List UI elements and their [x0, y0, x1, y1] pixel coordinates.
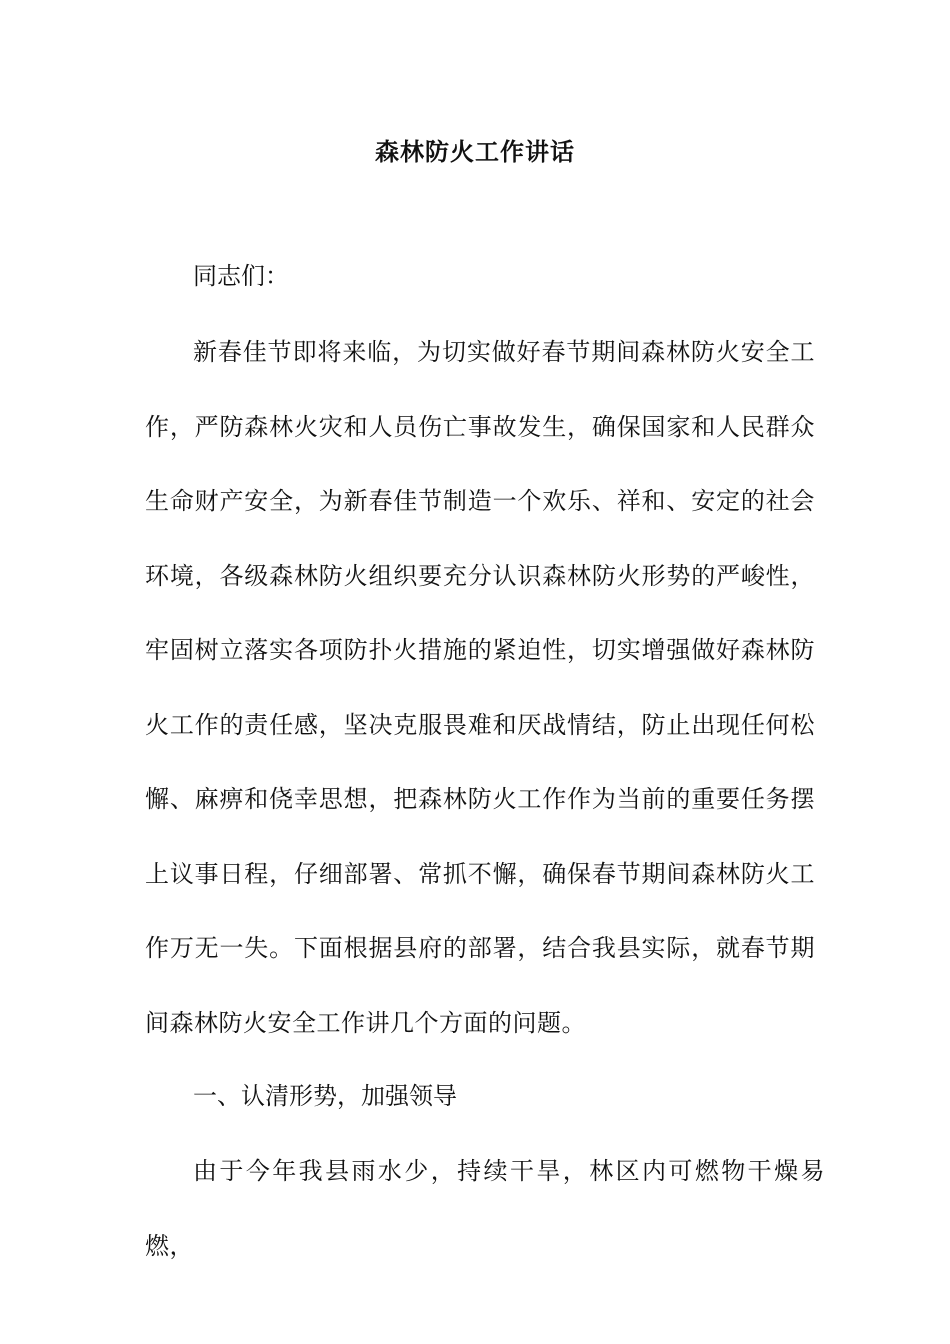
document-title: 森林防火工作讲话	[375, 137, 575, 166]
body-paragraph-2	[145, 1134, 825, 1283]
section-heading: 一、认清形势，加强领导	[193, 1082, 457, 1110]
paragraph-text: 新春佳节即将来临，为切实做好春节期间森林防火安全工作，严防森林火灾和人员伤亡事故发生，确保国家和人民群众生命财产安全，为新春佳节制造一个欢乐、祥和、安定的社会环境，各级森林防火组织要充分认识森林防火形势的严峻性，牢固树立落实各项防扑火措施的紧迫性，切实增强做好森林防火工作的责任感，坚决克服畏难和厌战情结，防止出现任何松懈、麻痹和侥幸思想，把森林防火工作作为当前的重要任务摆上议事日程，仔细部署、常抓不懈，确保春节期间森林防火工作万无一失。下面根据县府的部署，结合我县实际，就春节期间森林防火安全工作讲几个方面的问题。	[145, 338, 815, 1037]
paragraph-text: 由于今年我县雨水少，持续干旱，林区内可燃物干燥易燃，	[145, 1157, 825, 1260]
body-paragraph-1	[145, 315, 815, 1060]
salutation: 同志们：	[193, 262, 289, 290]
